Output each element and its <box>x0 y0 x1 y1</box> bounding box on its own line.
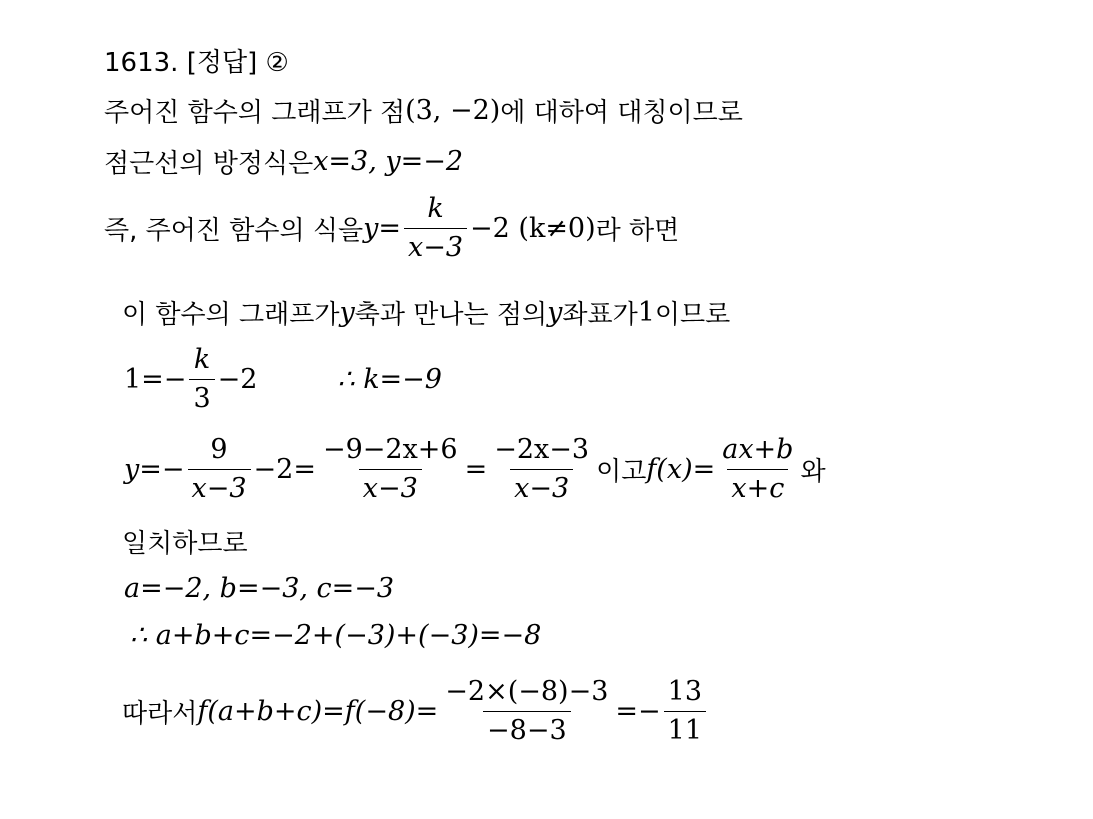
fraction-denominator: x−3 <box>404 228 467 265</box>
line-3-y: y= <box>363 213 401 244</box>
fraction-numerator: k <box>193 344 211 375</box>
line-6-fraction-3 <box>490 433 593 506</box>
line-3-fraction <box>404 192 467 265</box>
line-3-math-c: −2 (k≠0) <box>470 213 596 244</box>
line-6-mid: −2= <box>253 454 316 485</box>
line-6-text-d: 이고 <box>596 457 647 487</box>
line-1-point: (3, −2) <box>405 95 501 126</box>
title-text: 1613. [정답] ② <box>104 48 289 78</box>
line-5-lhs: 1=− <box>124 364 187 395</box>
line-10-fraction-2 <box>664 675 706 748</box>
line-4-text-c: 좌표가 <box>562 300 638 330</box>
fraction-numerator: −2×(−8)−3 <box>445 676 609 707</box>
line-5-rhs: −2 <box>217 364 258 395</box>
fraction-denominator: −8−3 <box>483 711 571 748</box>
fraction-numerator: 13 <box>667 676 702 707</box>
line-7 <box>122 523 248 560</box>
line-4-y2: y <box>547 297 563 328</box>
line-10 <box>122 675 709 748</box>
line-1-text-c: 에 대하여 대칭이므로 <box>500 98 743 128</box>
fraction-denominator: x−3 <box>188 469 251 506</box>
line-4-text-b: 축과 만나는 점의 <box>354 300 548 330</box>
line-10-lhs: f(a+b+c)=f(−8)= <box>197 696 439 727</box>
line-10-text-a: 따라서 <box>122 699 198 729</box>
line-6-text-f: 와 <box>800 457 826 487</box>
line-4-y1: y <box>339 297 355 328</box>
line-5-therefore: ∴ k=−9 <box>337 364 442 395</box>
page-title <box>104 42 289 79</box>
fraction-numerator: k <box>427 193 444 224</box>
fraction-numerator: ax+b <box>722 434 794 465</box>
line-4-one: 1 <box>637 297 655 328</box>
line-1 <box>104 92 743 129</box>
line-3-text-a: 즉, 주어진 함수의 식을 <box>104 216 364 246</box>
line-2-text-a: 점근선의 방정식은 <box>104 149 314 179</box>
line-8 <box>124 573 394 604</box>
line-3 <box>104 192 679 265</box>
line-6-lhs: y=− <box>124 454 185 485</box>
line-6-fraction-4 <box>718 433 797 506</box>
line-5 <box>124 343 442 416</box>
line-4-text-a: 이 함수의 그래프가 <box>122 300 340 330</box>
line-2 <box>104 143 463 180</box>
line-10-fraction-1 <box>441 675 612 748</box>
line-6 <box>124 433 826 506</box>
line-9-math: ∴ a+b+c=−2+(−3)+(−3)=−8 <box>130 620 542 651</box>
fraction-numerator: 9 <box>210 434 228 465</box>
line-9 <box>130 620 541 651</box>
line-4-text-d: 이므로 <box>654 300 731 330</box>
line-2-math: x=3, y=−2 <box>313 146 464 177</box>
line-4 <box>122 294 730 331</box>
fraction-denominator: x−3 <box>359 469 422 506</box>
line-5-fraction <box>189 343 214 416</box>
line-6-eq: = <box>464 454 488 485</box>
fraction-denominator: 11 <box>664 711 706 748</box>
line-6-fraction-2 <box>319 433 462 506</box>
fraction-denominator: x+c <box>727 469 788 506</box>
fraction-denominator: 3 <box>189 379 214 416</box>
fraction-numerator: −2x−3 <box>494 434 590 465</box>
line-1-text-a: 주어진 함수의 그래프가 점 <box>104 98 406 128</box>
line-3-text-d: 라 하면 <box>595 216 680 246</box>
fraction-numerator: −9−2x+6 <box>322 434 458 465</box>
line-8-math: a=−2, b=−3, c=−3 <box>124 573 395 604</box>
line-6-fraction-1 <box>188 433 251 506</box>
line-7-text: 일치하므로 <box>122 529 248 559</box>
line-6-fx: f(x)= <box>646 454 716 485</box>
fraction-denominator: x−3 <box>510 469 573 506</box>
line-10-eq: =− <box>615 696 661 727</box>
